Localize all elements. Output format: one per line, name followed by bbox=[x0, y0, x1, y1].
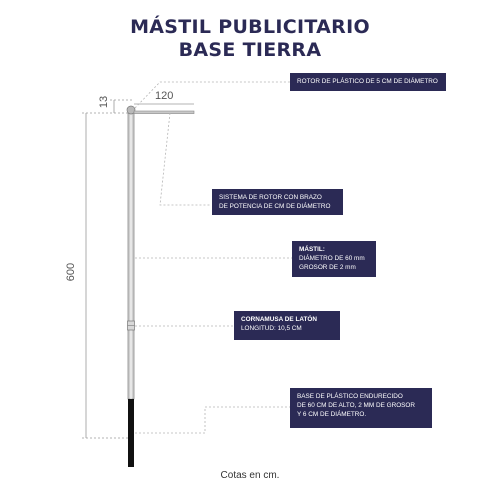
arm-length-dimension: 120 bbox=[155, 90, 174, 102]
mast-arm bbox=[134, 111, 194, 114]
rotor-label: ROTOR DE PLÁSTICO DE 5 CM DE DIÁMETRO bbox=[290, 73, 446, 91]
mast-label: MÁSTIL: DIÁMETRO DE 60 mm GROSOR DE 2 mm bbox=[292, 241, 376, 277]
total-height-dimension: 600 bbox=[65, 262, 77, 282]
base-label: BASE DE PLÁSTICO ENDURECIDO DE 60 CM DE ALTO, 2 MM DE GROSOR Y 6 CM DE DIÁMETRO. bbox=[290, 388, 432, 428]
units-note: Cotas en cm. bbox=[220, 470, 280, 481]
title-line-1: MÁSTIL PUBLICITARIO bbox=[130, 16, 370, 38]
arm-system-label: SISTEMA DE ROTOR CON BRAZO DE POTENCIA DE CM DE DIÁMETRO bbox=[212, 189, 343, 215]
top-height-dimension: 13 bbox=[98, 95, 110, 109]
mast-base bbox=[128, 399, 134, 467]
cleat-label: CORNAMUSA DE LATÓN LONGITUD: 10,5 CM bbox=[234, 311, 340, 340]
base-leader bbox=[135, 407, 290, 433]
arm-leader bbox=[160, 113, 210, 205]
title-line-2: BASE TIERRA bbox=[178, 39, 322, 61]
